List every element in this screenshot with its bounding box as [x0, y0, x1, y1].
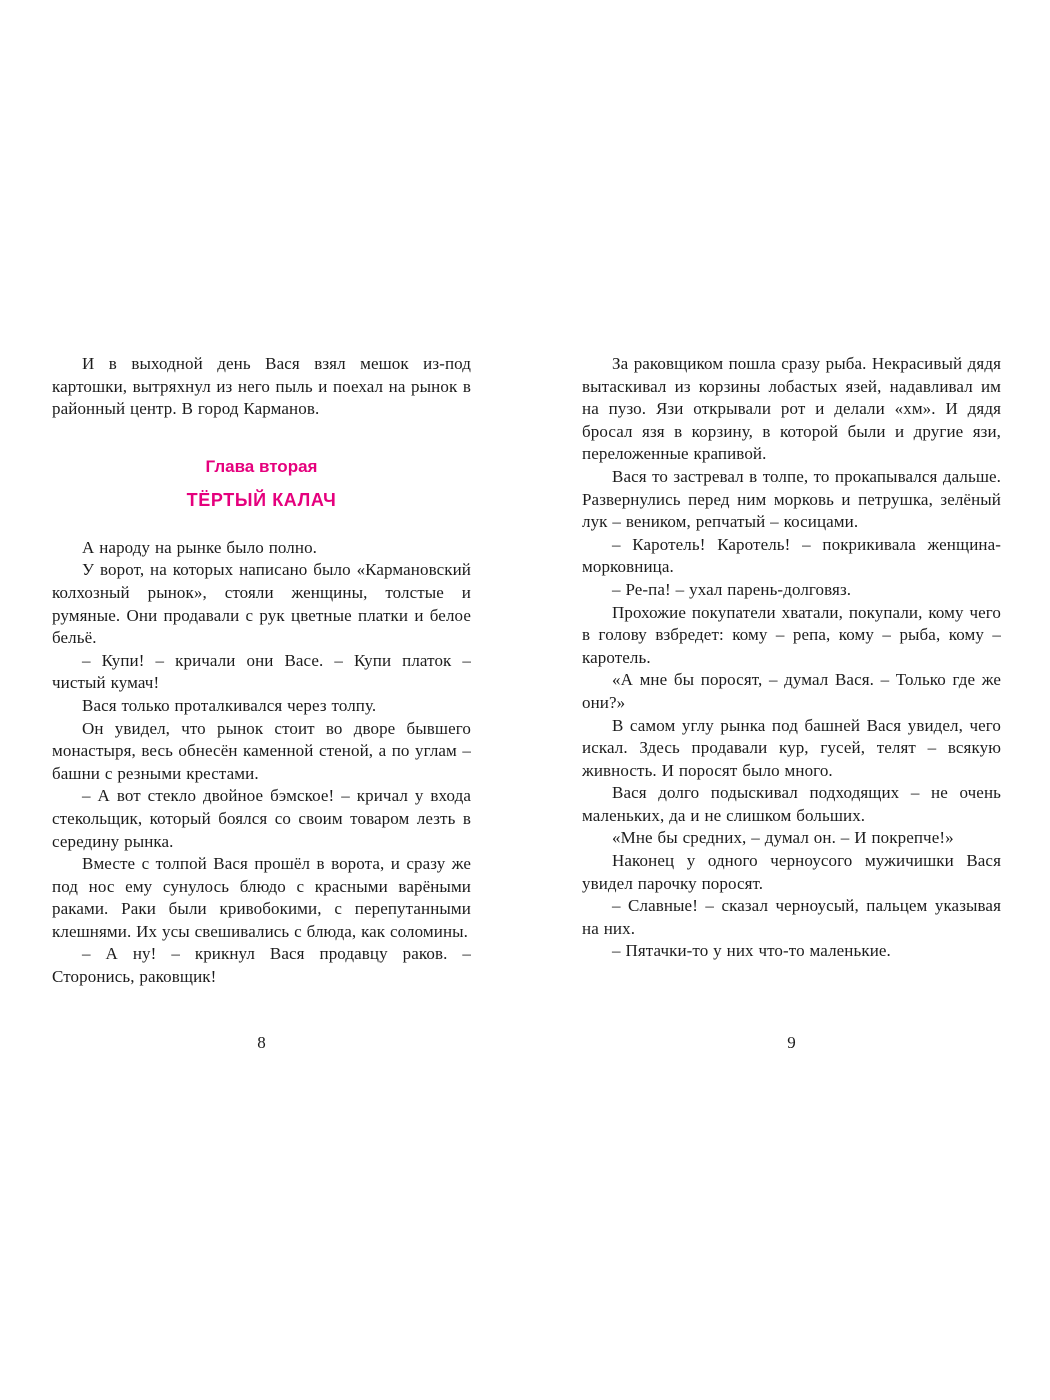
- paragraph: – А вот стекло двойное бэмское! – кричал у входа стекольщик, который боялся со своим товаром лезть в середину рынка.: [52, 786, 471, 851]
- chapter-label: Глава вторая: [205, 456, 318, 476]
- paragraph: – Ре-па! – ухал парень-долговяз.: [612, 579, 852, 599]
- paragraph: – А ну! – крикнул Вася продавцу раков. – Сторонись, раковщик!: [52, 944, 471, 987]
- page-right: [582, 353, 1001, 1053]
- paragraph: В самом углу рынка под башней Вася увидел, чего искал. Здесь продавали кур, гусей, телят – всякую живность. И поросят было много.: [582, 715, 1001, 780]
- paragraph: – Каротель! Каротель! – покрикивала женщина-морковница.: [582, 534, 1001, 577]
- paragraph: – Славные! – сказал черноусый, пальцем указывая на них.: [582, 896, 1001, 938]
- paragraph: Он увидел, что рынок стоит во дворе бывшего монастыря, весь обнесён каменной стеной, а по углам – башни с резными крестами.: [52, 718, 471, 783]
- chapter-title: ТЁРТЫЙ КАЛАЧ: [186, 489, 337, 510]
- paragraph: И в выходной день Вася взял мешок из-под картошки, вытряхнул из него пыль и поехал на рынок в районный центр. В город Карманов.: [52, 354, 471, 419]
- paragraph: Наконец у одного черноусого мужичишки Вася увидел парочку поросят.: [582, 851, 1001, 893]
- page-number-right: 9: [787, 1033, 796, 1052]
- paragraph: – Купи! – кричали они Васе. – Купи платок – чистый кумач!: [52, 650, 471, 693]
- paragraph: Прохожие покупатели хватали, покупали, кому чего в голову взбредет: кому – репа, кому – рыба, кому – каротель.: [582, 602, 1001, 667]
- paragraph: Вместе с толпой Вася прошёл в ворота, и сразу же под нос ему сунулось блюдо с красными варёными раками. Раки были кривобокими, с перепутанными клешнями. Их усы свешивались с блюда, как соломины.: [52, 854, 471, 941]
- paragraph: «А мне бы поросят, – думал Вася. – Только где же они?»: [582, 670, 1001, 712]
- chapter-heading: [52, 457, 471, 511]
- paragraph: За раковщиком пошла сразу рыба. Некрасивый дядя вытаскивал из корзины лобастых язей, надавливал им на пузо. Язи открывали рот и делали «хм». И дядя бросал язя в корзину, в которой были и другие язи, переложенные крапивой.: [582, 354, 1001, 464]
- intro-paragraphs: [52, 353, 471, 421]
- body-paragraphs-left: [52, 537, 471, 989]
- paragraph: У ворот, на которых написано было «Кармановский колхозный рынок», стояли женщины, толстые и румяные. Они продавали с рук цветные платки и белое бельё.: [52, 560, 471, 648]
- page-number-left: 8: [257, 1033, 266, 1052]
- paragraph: А народу на рынке было полно.: [82, 537, 318, 557]
- page-left: [52, 353, 471, 1053]
- body-paragraphs-right: [582, 353, 1001, 963]
- paragraph: – Пятачки-то у них что-то маленькие.: [612, 941, 891, 961]
- page-right-text: [582, 353, 1001, 963]
- paragraph: Вася долго подыскивал подходящих – не очень маленьких, да и не слишком больших.: [582, 783, 1001, 825]
- paragraph: «Мне бы средних, – думал он. – И покрепче!»: [612, 828, 954, 848]
- page-left-text: [52, 353, 471, 989]
- paragraph: Вася то застревал в толпе, то прокапывался дальше. Развернулись перед ним морковь и петрушка, зелёный лук – веником, репчатый – косицами.: [582, 466, 1001, 532]
- paragraph: Вася только проталкивался через толпу.: [82, 695, 377, 715]
